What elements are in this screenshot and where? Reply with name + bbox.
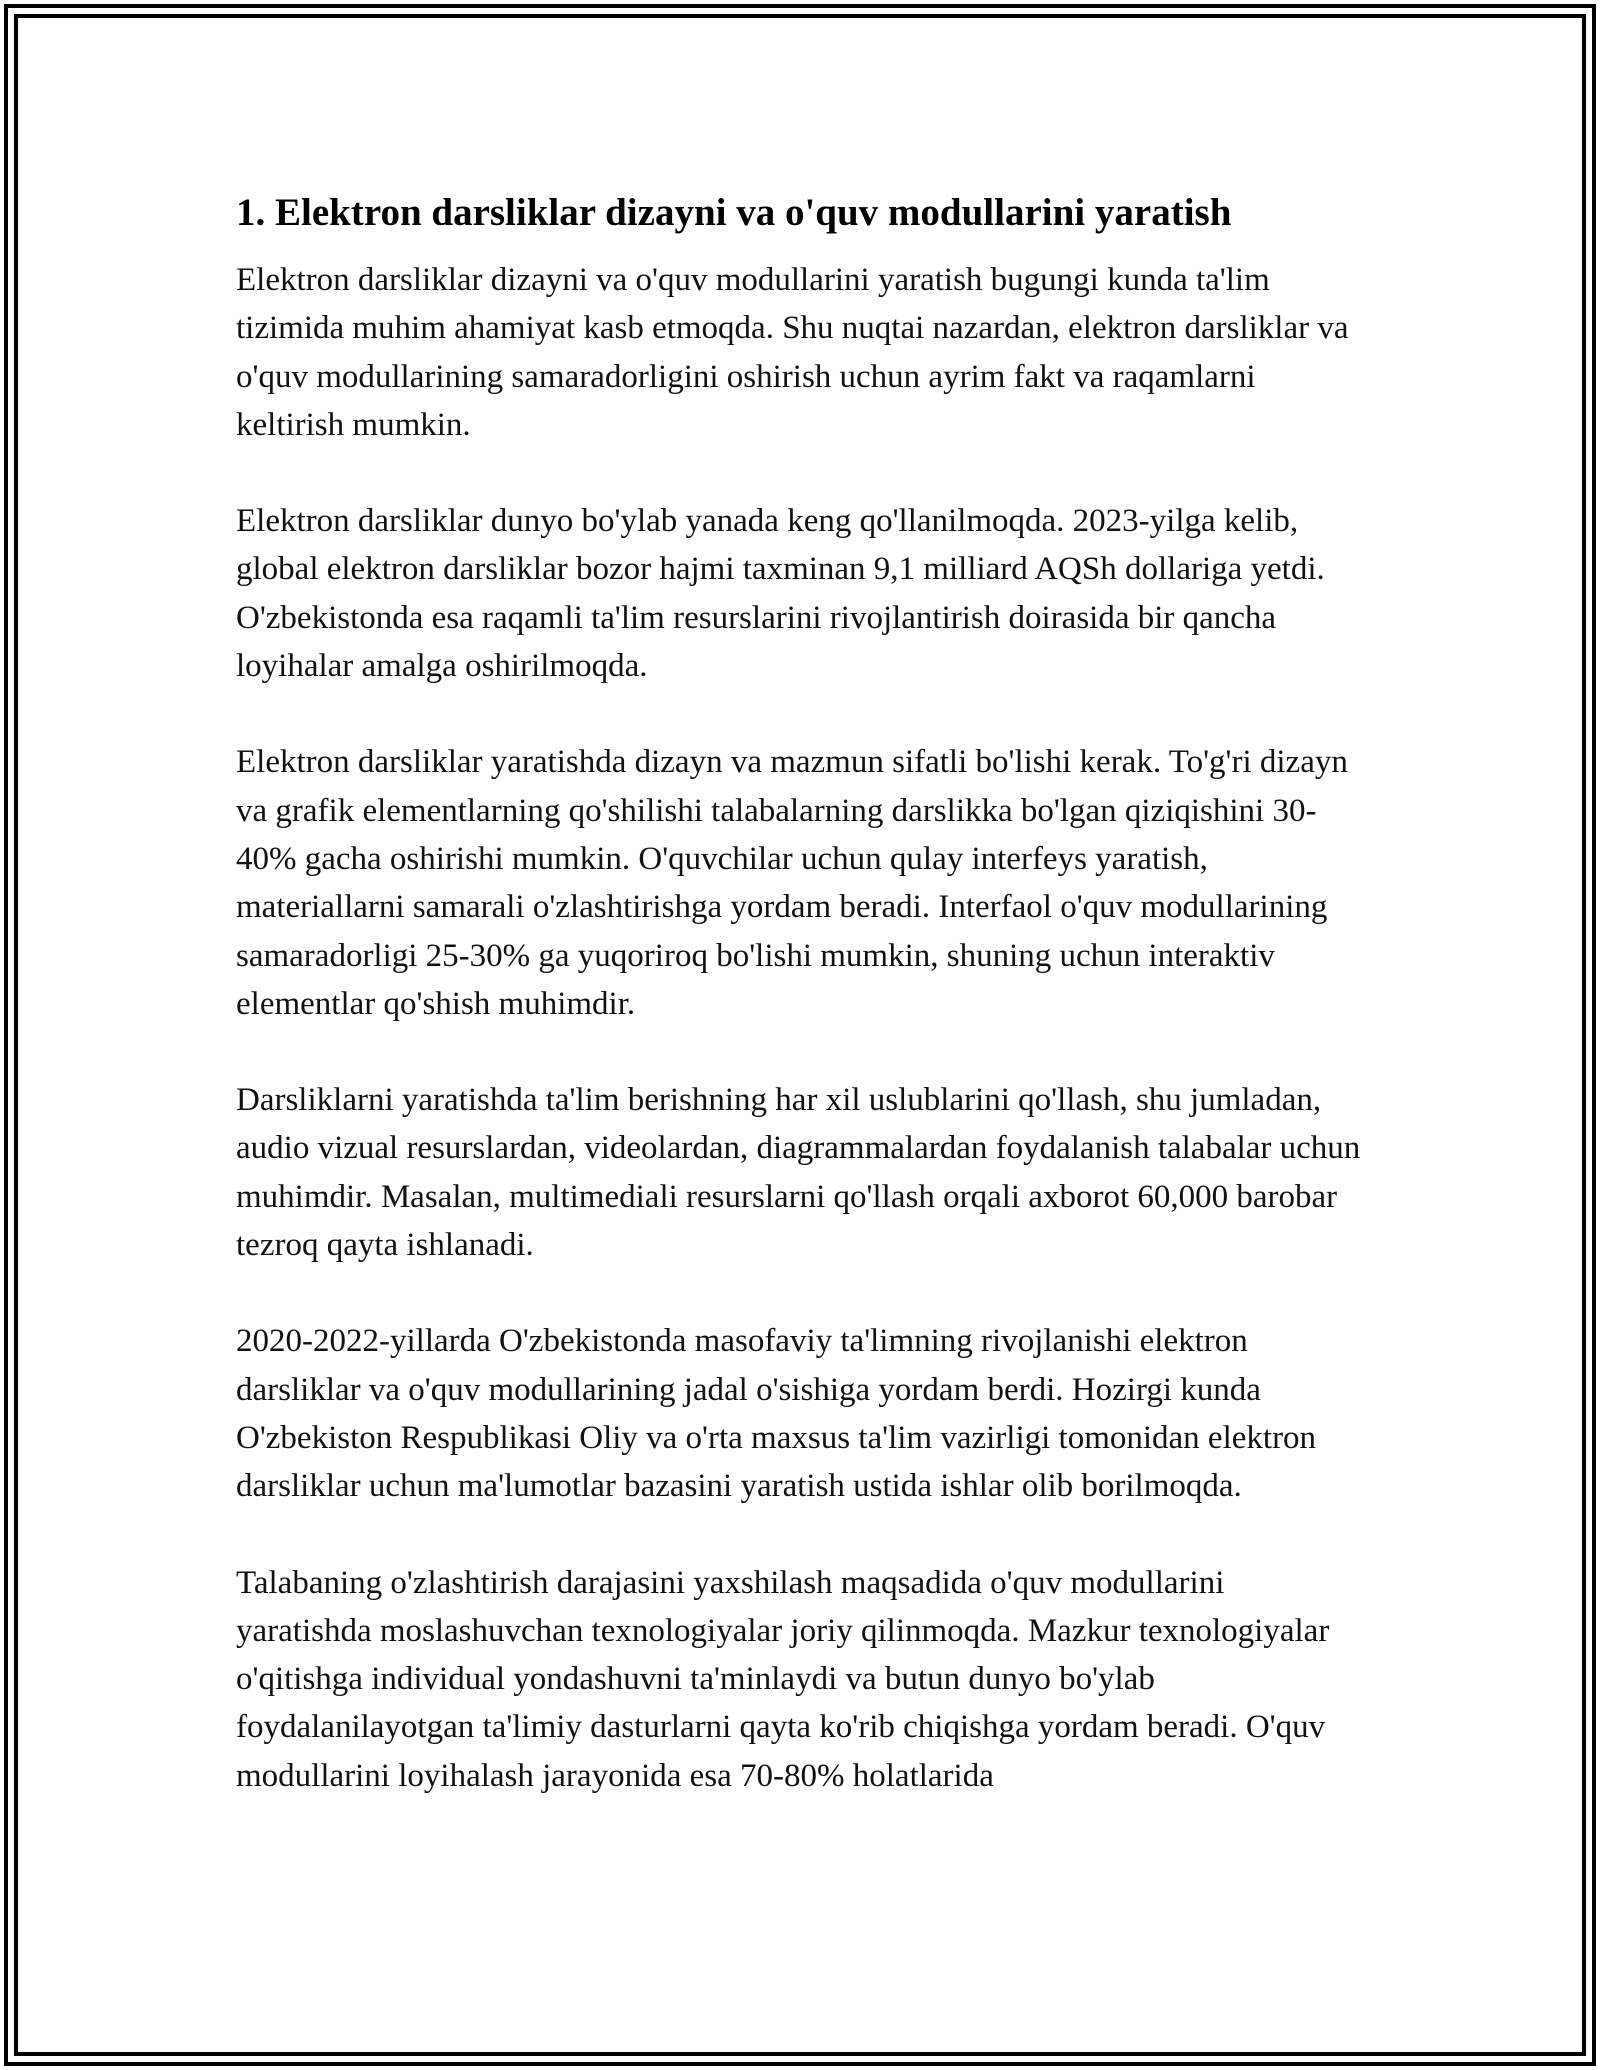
paragraph-5: 2020-2022-yillarda O'zbekistonda masofaviy ta'limning rivojlanishi elektron darsliklar va o'quv modullarining jadal o'sishiga yordam berdi. Hozirgi kunda O'zbekiston Respublikasi Oliy va o'rta maxsus ta'lim vazirligi tomonidan elektron darsliklar uchun ma'lumotlar bazasini yaratish ustida ishlar olib borilmoqda. [236,1323,1317,1505]
paragraph-1: Elektron darsliklar dizayni va o'quv modullarini yaratish bugungi kunda ta'lim tizimida muhim ahamiyat kasb etmoqda. Shu nuqtai nazardan, elektron darsliklar va o'quv modullarining samaradorligini oshirish uchun ayrim fakt va raqamlarni keltirish mumkin. [236,262,1349,443]
paragraph-6: Talabaning o'zlashtirish darajasini yaxshilash maqsadida o'quv modullarini yaratishda moslashuvchan texnologiyalar joriy qilinmoqda. Mazkur texnologiyalar o'qitishga individual yondashuvni ta'minlaydi va butun dunyo bo'ylab foydalanilayotgan ta'limiy dasturlarni qayta ko'rib chiqishga yordam beradi. O'quv modullarini loyihalash jarayonida esa 70-80% holatlarida [236,1564,1330,1794]
paragraph-4: Darsliklarni yaratishda ta'lim berishning har xil uslublarini qo'llash, shu jumladan, audio vizual resurslardan, videolardan, diagrammalardan foydalanish talabalar uchun muhimdir. Masalan, multimediali resurslarni qo'llash orqali axborot 60,000 barobar tezroq qayta ishlanadi. [236,1082,1361,1264]
document-body [236,186,1366,1848]
paragraph-3: Elektron darsliklar yaratishda dizayn va mazmun sifatli bo'lishi kerak. To'g'ri dizayn va grafik elementlarning qo'shilishi talabalarning darslikka bo'lgan qiziqishini 30-40% gacha oshirishi mumkin. O'quvchilar uchun qulay interfeys yaratish, materiallarni samarali o'zlashtirishga yordam beradi. Interfaol o'quv modullarining samaradorligi 25-30% ga yuqoriroq bo'lishi mumkin, shuning uchun interaktiv elementlar qo'shish muhimdir. [236,744,1348,1022]
paragraph-2: Elektron darsliklar dunyo bo'ylab yanada keng qo'llanilmoqda. 2023-yilga kelib, global elektron darsliklar bozor hajmi taxminan 9,1 milliard AQSh dollariga yetdi. O'zbekistonda esa raqamli ta'lim resurslarini rivojlantirish doirasida bir qancha loyihalar amalga oshirilmoqda. [236,503,1325,685]
section-heading: 1. Elektron darsliklar dizayni va o'quv modullarini yaratish [236,191,1232,234]
